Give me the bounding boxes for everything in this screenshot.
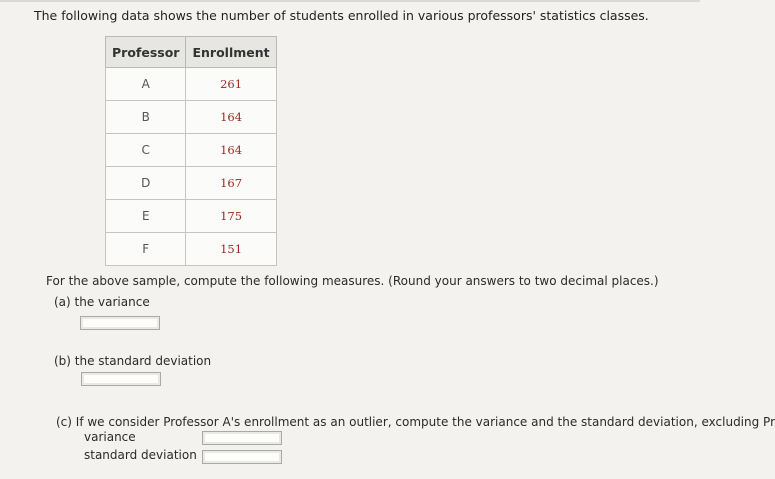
table-row [106,233,277,266]
professor-cell: C [106,134,186,167]
enrollment-cell: 151 [186,233,276,266]
enrollment-cell: 167 [186,167,276,200]
outlier-sd-label: standard deviation [84,448,197,462]
enrollment-cell: 164 [186,134,276,167]
question-c-label: (c) If we consider Professor A's enrollment as an outlier, compute the variance and the standard deviation, excluding Pr [56,415,775,429]
outlier-variance-label: variance [84,430,136,444]
standard-deviation-answer-input[interactable] [81,372,161,386]
table-row [106,167,277,200]
table-header-row [106,37,277,68]
enrollment-cell: 164 [186,101,276,134]
column-header-enrollment: Enrollment [186,37,276,68]
instructions-text: For the above sample, compute the following measures. (Round your answers to two decimal places.) [46,274,659,288]
table-row [106,101,277,134]
variance-answer-input[interactable] [80,316,160,330]
enrollment-cell: 261 [186,68,276,101]
table-row [106,68,277,101]
professor-cell: F [106,233,186,266]
professor-cell: A [106,68,186,101]
outlier-variance-input[interactable] [202,431,282,445]
professor-cell: E [106,200,186,233]
question-a-label: (a) the variance [54,295,150,309]
outlier-sd-input[interactable] [202,450,282,464]
enrollment-table [105,36,277,266]
column-header-professor: Professor [106,37,186,68]
professor-cell: D [106,167,186,200]
table-row [106,200,277,233]
question-b-label: (b) the standard deviation [54,354,212,368]
professor-cell: B [106,101,186,134]
enrollment-cell: 175 [186,200,276,233]
table-row [106,134,277,167]
top-divider [0,0,700,2]
problem-intro: The following data shows the number of students enrolled in various professors' statistics classes. [34,8,649,23]
